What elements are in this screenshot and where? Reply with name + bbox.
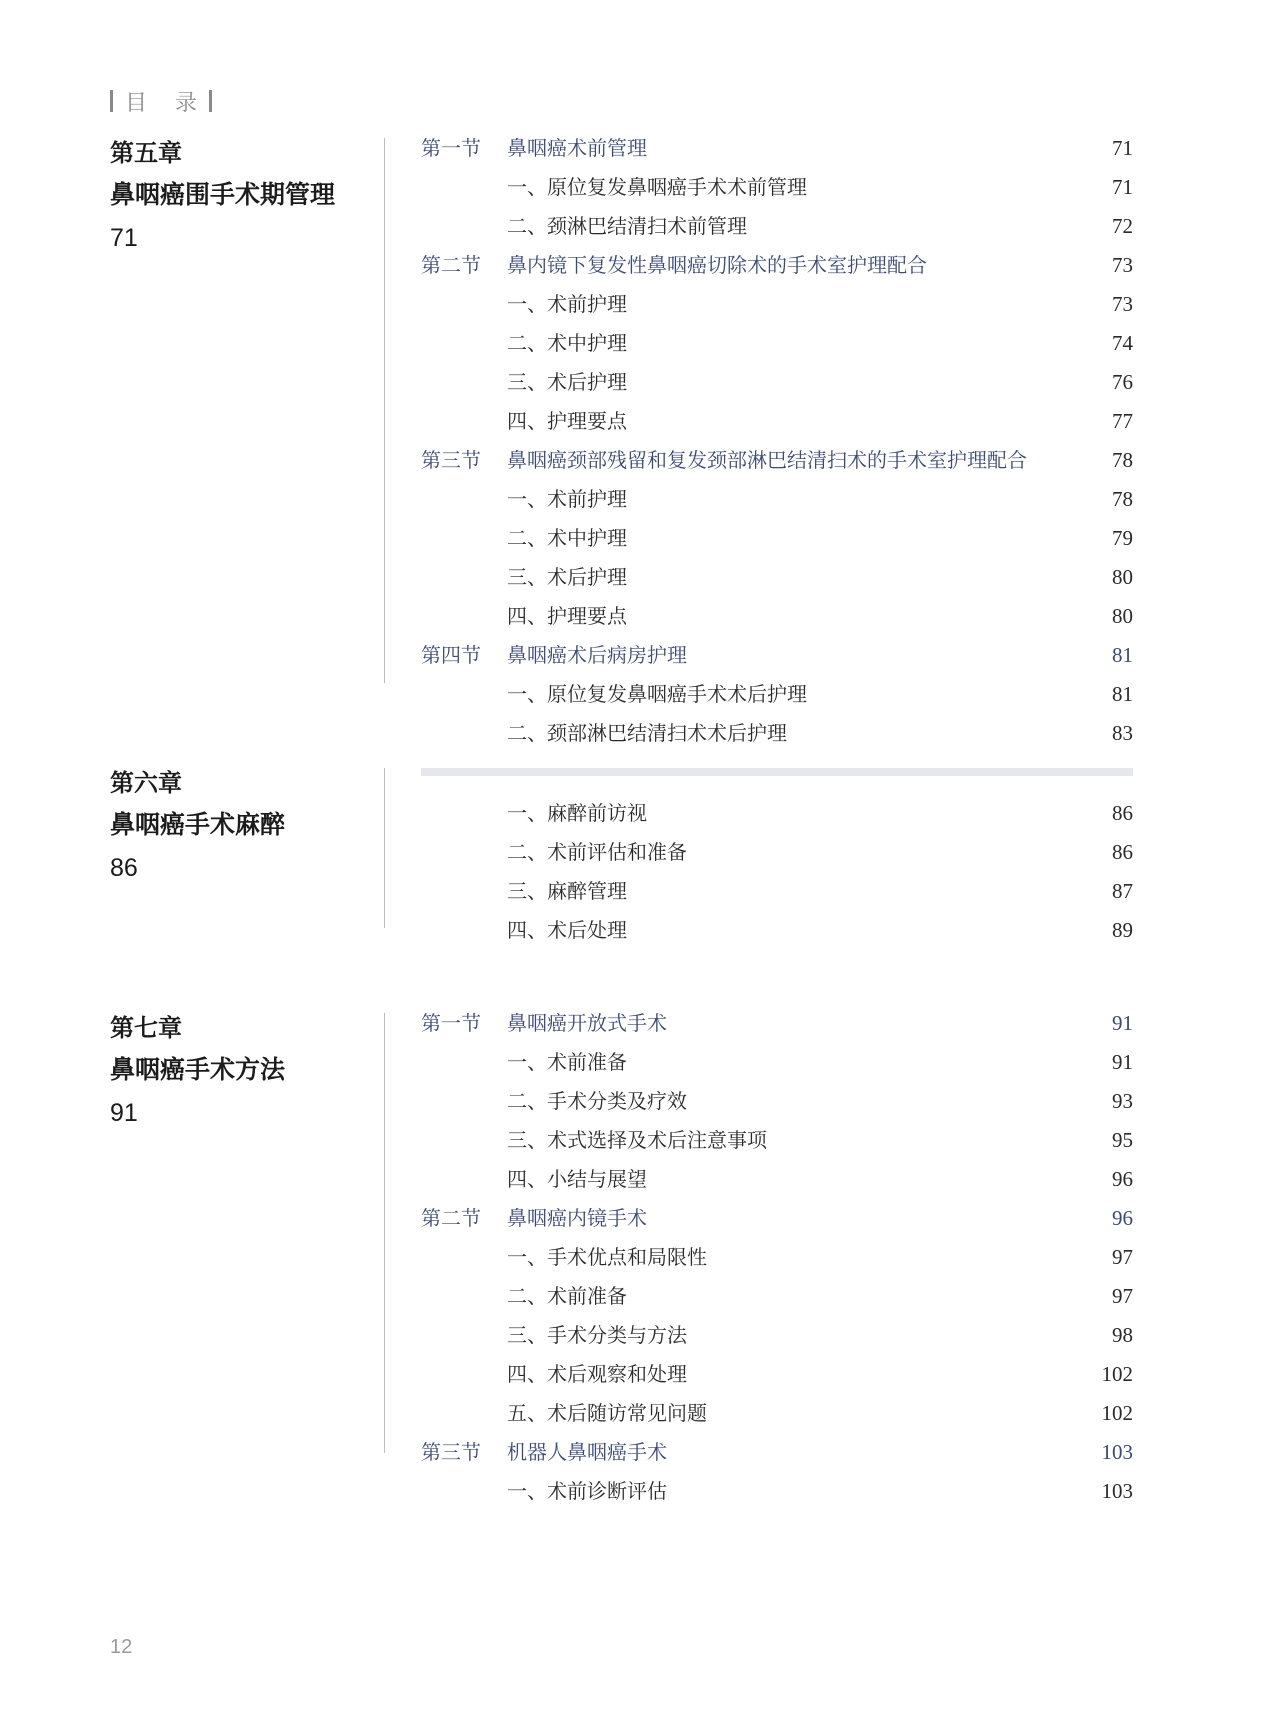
entry-page-number: 80	[1112, 604, 1133, 628]
toc-section-row[interactable]	[421, 246, 1133, 285]
entry-page-number: 89	[1112, 918, 1133, 942]
entry-page-number: 76	[1112, 370, 1133, 394]
item-title: 三、术后护理	[507, 565, 627, 589]
section-title: 鼻内镜下复发性鼻咽癌切除术的手术室护理配合	[507, 253, 927, 277]
toc-item-row[interactable]	[421, 794, 1133, 833]
item-title: 二、颈淋巴结清扫术前管理	[507, 214, 747, 238]
section-number: 第三节	[421, 448, 481, 472]
item-title: 一、手术优点和局限性	[507, 1245, 707, 1269]
section-title: 机器人鼻咽癌手术	[507, 1440, 667, 1464]
entry-page-number: 93	[1112, 1089, 1133, 1113]
section-number: 第一节	[421, 1011, 481, 1035]
chapter-title: 鼻咽癌围手术期管理	[110, 180, 336, 209]
entry-page-number: 79	[1112, 526, 1133, 550]
entry-page-number: 102	[1101, 1401, 1133, 1425]
chapter-entries	[421, 794, 1133, 950]
toc-item-row[interactable]	[421, 285, 1133, 324]
entry-page-number: 102	[1101, 1362, 1133, 1386]
item-title: 一、麻醉前访视	[507, 801, 647, 825]
item-title: 四、护理要点	[507, 604, 627, 628]
section-number: 第二节	[421, 253, 481, 277]
toc-item-row[interactable]	[421, 911, 1133, 950]
entry-page-number: 96	[1112, 1206, 1133, 1230]
item-title: 三、麻醉管理	[507, 879, 627, 903]
toc-item-row[interactable]	[421, 1238, 1133, 1277]
entry-page-number: 71	[1112, 136, 1133, 160]
toc-item-row[interactable]	[421, 1472, 1133, 1511]
toc-item-row[interactable]	[421, 1121, 1133, 1160]
chapter-label: 第六章	[110, 769, 182, 797]
section-title: 鼻咽癌颈部残留和复发颈部淋巴结清扫术的手术室护理配合	[507, 448, 1027, 472]
toc-item-row[interactable]	[421, 675, 1133, 714]
item-title: 一、术前护理	[507, 487, 627, 511]
toc-item-row[interactable]	[421, 1355, 1133, 1394]
item-title: 五、术后随访常见问题	[507, 1401, 707, 1425]
item-title: 三、术后护理	[507, 370, 627, 394]
item-title: 一、术前护理	[507, 292, 627, 316]
chapter-heading	[110, 768, 370, 884]
entry-page-number: 97	[1112, 1245, 1133, 1269]
page-number: 12	[110, 1636, 133, 1658]
entry-page-number: 103	[1101, 1479, 1133, 1503]
item-title: 三、术式选择及术后注意事项	[507, 1128, 767, 1152]
section-title: 鼻咽癌术后病房护理	[507, 643, 687, 667]
entry-page-number: 91	[1112, 1050, 1133, 1074]
chapter-entries	[421, 1004, 1133, 1511]
chapter-page: 86	[110, 854, 138, 882]
entry-page-number: 95	[1112, 1128, 1133, 1152]
toc-section-row[interactable]	[421, 636, 1133, 675]
section-title: 鼻咽癌开放式手术	[507, 1011, 667, 1035]
section-title: 鼻咽癌术前管理	[507, 136, 647, 160]
chapter-title: 鼻咽癌手术方法	[110, 1055, 286, 1084]
entry-page-number: 86	[1112, 801, 1133, 825]
entry-page-number: 81	[1112, 643, 1133, 667]
entry-page-number: 77	[1112, 409, 1133, 433]
section-number: 第二节	[421, 1206, 481, 1230]
entry-page-number: 78	[1112, 487, 1133, 511]
entry-page-number: 74	[1112, 331, 1133, 355]
chapter-heading	[110, 138, 370, 254]
toc-item-row[interactable]	[421, 1043, 1133, 1082]
entry-page-number: 97	[1112, 1284, 1133, 1308]
header-title	[113, 86, 209, 117]
entry-page-number: 81	[1112, 682, 1133, 706]
entry-page-number: 98	[1112, 1323, 1133, 1347]
toc-item-row[interactable]	[421, 324, 1133, 363]
chapter-page: 91	[110, 1099, 138, 1127]
chapter-divider-line	[384, 1013, 385, 1453]
toc-item-row[interactable]	[421, 168, 1133, 207]
chapter-title: 鼻咽癌手术麻醉	[110, 810, 286, 839]
header-bar-right	[209, 90, 212, 112]
toc-item-row[interactable]	[421, 1394, 1133, 1433]
toc-item-row[interactable]	[421, 519, 1133, 558]
entry-page-number: 83	[1112, 721, 1133, 745]
chapter-label: 第五章	[110, 139, 182, 167]
item-title: 三、手术分类与方法	[507, 1323, 687, 1347]
section-number: 第一节	[421, 136, 481, 160]
entry-page-number: 73	[1112, 292, 1133, 316]
entry-page-number: 96	[1112, 1167, 1133, 1191]
item-title: 二、术前准备	[507, 1284, 627, 1308]
item-title: 一、术前诊断评估	[507, 1479, 667, 1503]
toc-item-row[interactable]	[421, 1160, 1133, 1199]
toc-header	[110, 84, 212, 118]
entry-page-number: 78	[1112, 448, 1133, 472]
entry-page-number: 73	[1112, 253, 1133, 277]
chapter-page: 71	[110, 224, 138, 252]
toc-item-row[interactable]	[421, 1316, 1133, 1355]
toc-item-row[interactable]	[421, 597, 1133, 636]
chapter-heading	[110, 1013, 370, 1129]
chapter-entries	[421, 129, 1133, 753]
toc-item-row[interactable]	[421, 480, 1133, 519]
section-number: 第四节	[421, 643, 481, 667]
toc-item-row[interactable]	[421, 558, 1133, 597]
item-title: 二、术中护理	[507, 331, 627, 355]
chapter-divider-line	[384, 768, 385, 928]
entry-page-number: 71	[1112, 175, 1133, 199]
section-number: 第三节	[421, 1440, 481, 1464]
toc-item-row[interactable]	[421, 714, 1133, 753]
item-title: 二、手术分类及疗效	[507, 1089, 687, 1113]
item-title: 二、颈部淋巴结清扫术术后护理	[507, 721, 787, 745]
entry-page-number: 91	[1112, 1011, 1133, 1035]
toc-section-row[interactable]	[421, 1004, 1133, 1043]
header-char-1: 目	[125, 90, 176, 116]
entry-page-number: 72	[1112, 214, 1133, 238]
toc-section-row[interactable]	[421, 441, 1133, 480]
toc-section-row[interactable]	[421, 1433, 1133, 1472]
chapter-label: 第七章	[110, 1014, 182, 1042]
toc-item-row[interactable]	[421, 402, 1133, 441]
toc-item-row[interactable]	[421, 363, 1133, 402]
item-title: 一、原位复发鼻咽癌手术术后护理	[507, 682, 807, 706]
item-title: 二、术前评估和准备	[507, 840, 687, 864]
toc-item-row[interactable]	[421, 207, 1133, 246]
item-title: 四、小结与展望	[507, 1167, 647, 1191]
item-title: 一、原位复发鼻咽癌手术术前管理	[507, 175, 807, 199]
toc-section-row[interactable]	[421, 129, 1133, 168]
entry-page-number: 103	[1101, 1440, 1133, 1464]
entry-page-number: 87	[1112, 879, 1133, 903]
section-band	[421, 768, 1133, 776]
item-title: 一、术前准备	[507, 1050, 627, 1074]
section-title: 鼻咽癌内镜手术	[507, 1206, 647, 1230]
toc-item-row[interactable]	[421, 1082, 1133, 1121]
item-title: 四、术后处理	[507, 918, 627, 942]
toc-item-row[interactable]	[421, 833, 1133, 872]
chapter-divider-line	[384, 138, 385, 683]
entry-page-number: 80	[1112, 565, 1133, 589]
toc-item-row[interactable]	[421, 1277, 1133, 1316]
header-char-2: 录	[175, 90, 198, 116]
item-title: 四、术后观察和处理	[507, 1362, 687, 1386]
entry-page-number: 86	[1112, 840, 1133, 864]
item-title: 二、术中护理	[507, 526, 627, 550]
toc-item-row[interactable]	[421, 872, 1133, 911]
toc-section-row[interactable]	[421, 1199, 1133, 1238]
item-title: 四、护理要点	[507, 409, 627, 433]
